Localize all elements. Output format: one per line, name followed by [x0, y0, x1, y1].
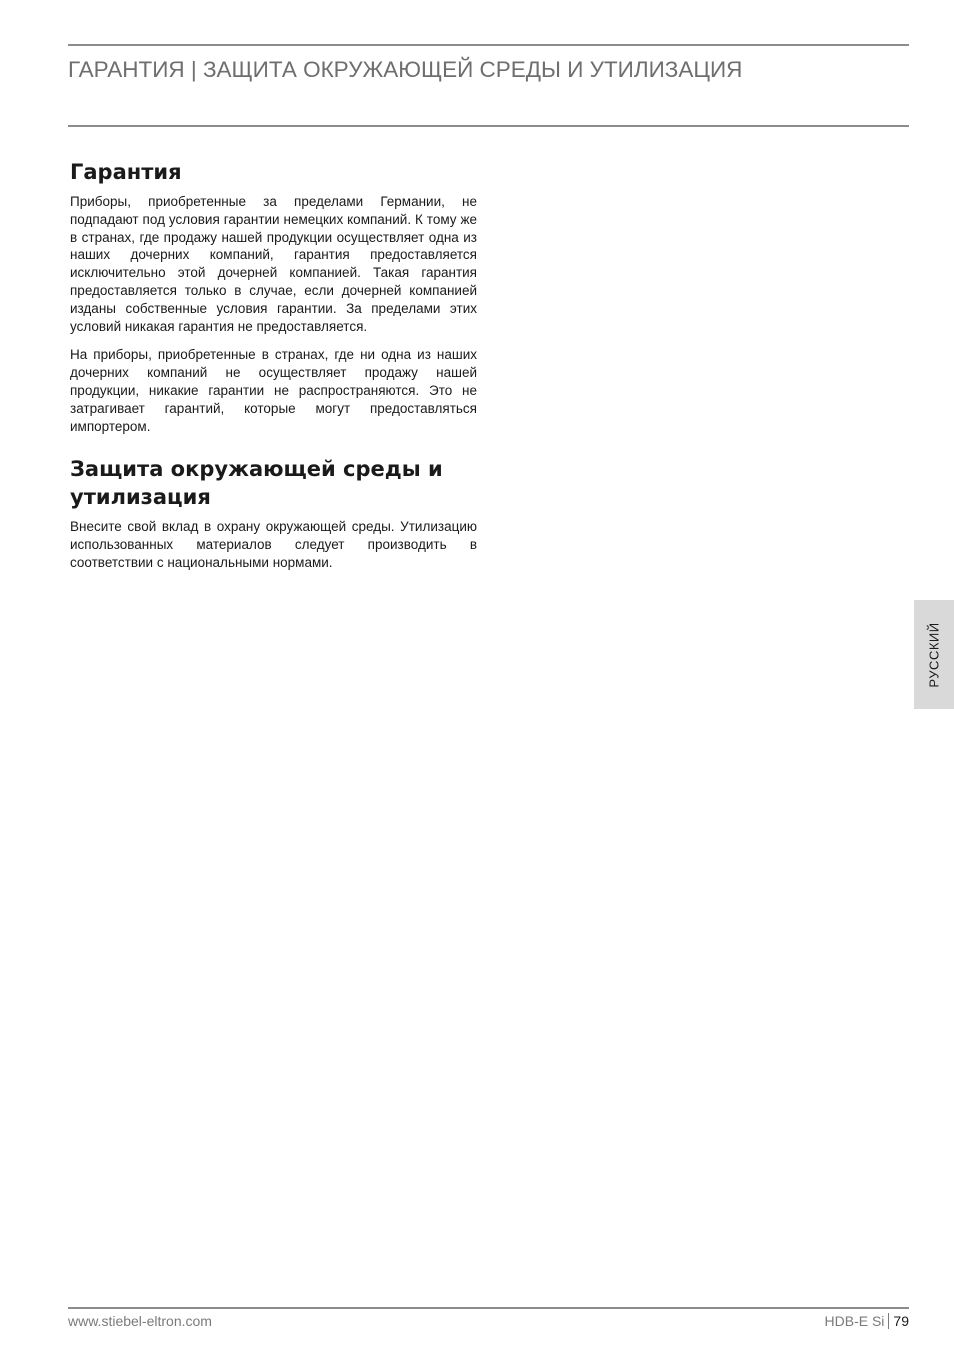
- section-heading-warranty: Гарантия: [70, 160, 182, 184]
- main-content: [70, 158, 477, 583]
- section-heading-environment: Защита окружающей среды и утилизация: [70, 457, 443, 510]
- page-number: 79: [893, 1313, 909, 1329]
- footer-model: HDB-E Si: [824, 1313, 885, 1329]
- footer-url: www.stiebel-eltron.com: [68, 1313, 212, 1329]
- language-tab: [914, 600, 954, 709]
- header-top-rule: [68, 44, 909, 46]
- language-tab-label: РУССКИЙ: [926, 621, 942, 688]
- page-title: ГАРАНТИЯ | ЗАЩИТА ОКРУЖАЮЩЕЙ СРЕДЫ И УТИЛИЗАЦИЯ: [68, 57, 743, 82]
- footer-rule: [68, 1307, 909, 1309]
- warranty-paragraph-2: На приборы, приобретенные в странах, где ни одна из наших дочерних компаний не осуществляет продажу нашей продукции, никакие гарантии не распространяются. Это не затрагивает гарантий, которые могут предоставляться импортером.: [70, 347, 477, 434]
- footer-separator: [888, 1313, 889, 1329]
- header-bottom-rule: [68, 125, 909, 127]
- environment-paragraph-1: Внесите свой вклад в охрану окружающей среды. Утилизацию использованных материалов следует производить в соответствии с национальными нормами.: [70, 519, 477, 570]
- footer-page-info: [825, 1311, 909, 1331]
- warranty-paragraph-1: Приборы, приобретенные за пределами Германии, не подпадают под условия гарантии немецких компаний. К тому же в странах, где продажу нашей продукции осуществляет одна из наших дочерних компаний, гарантия предоставляется исключительно этой дочерней компанией. Такая гарантия предоставляется только в случае, если дочерней компанией изданы собственные условия гарантии. За пределами этих условий никакая гарантия не предоставляется.: [70, 194, 477, 334]
